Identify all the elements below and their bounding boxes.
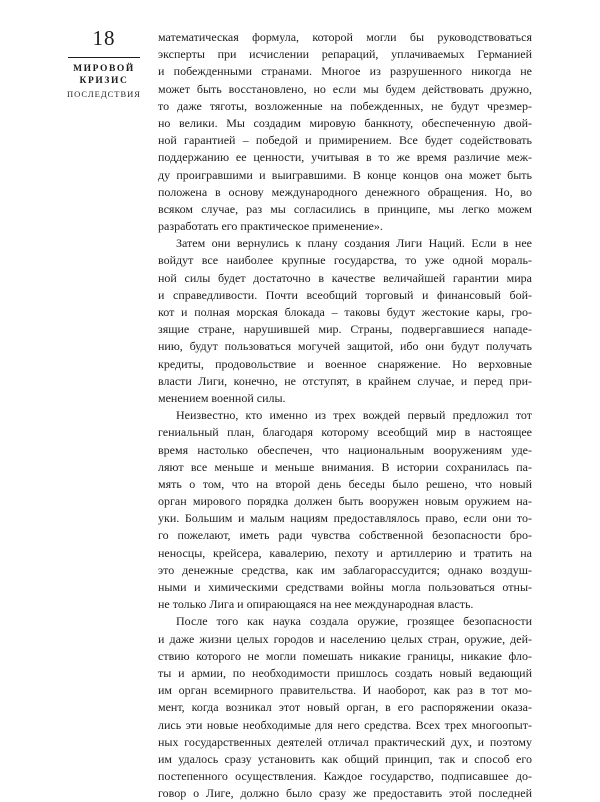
text-line: не только Лига и опирающаяся на нее международная власть. (158, 597, 474, 612)
text-line: кот и полная морская блокада – таковы будут жестокие кары, гро- (158, 305, 532, 319)
text-line: войдут все наиболее крупные государства, то уже одной мораль- (158, 253, 532, 268)
text-line: и побежденными странами. Многое из разрушенного никогда не (158, 64, 532, 79)
text-line: гениальный план, благодаря которому всеобщий мир в настоящее (158, 425, 532, 440)
text-line: Неизвестно, кто именно из трех вождей первый предложил тот (176, 408, 532, 423)
text-line: математическая формула, которой могли бы руководствоваться (158, 30, 532, 44)
text-line: зящие стране, нарушившей мир. Страны, подвергавшиеся нападе- (158, 322, 532, 337)
text-line: но велики. Мы создадим мировую банкноту, обеспеченную двой- (158, 115, 532, 130)
text-line: постепенного осуществления. Каждое государство, подписавшее до- (158, 769, 532, 784)
text-line: лись эти новые необходимые для него средства. Всех трех многоопыт- (158, 717, 532, 732)
text-line: После того как наука создала оружие, грозящее безопасности (176, 614, 532, 629)
text-line: мент, когда возникал этот новый орган, в его распоряжении оказа- (158, 700, 532, 715)
text-line: время настолько обеспечен, что национальным вооружениям уде- (158, 442, 532, 457)
text-line: ду проигравшими и выигравшими. В конце концов она может быть (158, 167, 532, 182)
page-number: 18 (92, 26, 116, 50)
text-line: разработать его практическое применение». (158, 219, 383, 234)
section-title-line-1: МИРОВОЙ (73, 64, 135, 74)
paragraph (158, 613, 532, 802)
header-rule (68, 57, 140, 58)
text-line: положена в основу международного денежного обращения. Но, во (158, 184, 532, 199)
text-line: кредиты, продовольствие и военное снаряжение. Но верховные (158, 356, 532, 371)
text-line: то даже тяготы, возложенные на побежденных, не будут чрезмер- (158, 98, 532, 113)
body-text (158, 29, 532, 802)
text-line: менением военной силы. (158, 390, 286, 405)
text-line: ными и химическими средствами войны могла пользоваться отны- (158, 580, 532, 594)
text-line: говор о Лиге, должно было сразу же предоставить этой последней (158, 786, 532, 801)
text-line: ной силы будет достаточно в качестве величайшей гарантии мира (158, 270, 532, 285)
text-line: эксперты при исчислении репараций, уплачиваемых Германией (158, 47, 532, 62)
text-line: нию, будут пользоваться могучей защитой, ибо они будут получать (158, 339, 532, 354)
text-line: ты и армии, по необходимости пришлось создать новый ведающий (158, 665, 532, 680)
section-title-line-2: КРИЗИС (79, 76, 129, 86)
text-line: ной гарантией – победой и примирением. Все будет содействовать (158, 133, 532, 148)
text-line: и справедливости. Почти всеобщий торговый и финансовый бой- (158, 287, 532, 302)
text-line: всяком случае, раз мы согласились в принципе, мы легко можем (158, 201, 532, 216)
text-line: го пожелают, иметь ради чувства собственной безопасности бро- (158, 528, 532, 543)
text-line: ствию которого не могли помешать никакие границы, никакие фло- (158, 648, 532, 663)
text-line: орган мирового порядка должен быть вооружен новым оружием на- (158, 494, 532, 509)
text-line: это денежные средства, как им заблагорассудится; однако воздуш- (158, 562, 532, 577)
paragraph (158, 407, 532, 613)
text-line: им орган всемирного правительства. И наоборот, как раз в тот мо- (158, 683, 532, 698)
text-line: мять о том, что на второй день беседы было решено, что новый (158, 476, 532, 491)
text-line: и даже жизни целых городов и населению целых стран, оружие, дей- (158, 631, 532, 646)
text-line: уки. Большим и малым нациям предоставлялось право, если они то- (158, 511, 532, 526)
text-line: может быть восстановлено, но если мы будем действовать дружно, (158, 81, 532, 96)
text-line: Затем они вернулись к плану создания Лиги Наций. Если в нее (176, 236, 532, 251)
paragraph (158, 29, 532, 235)
text-line: поддержанию ее ценности, учитывая в то же время различие меж- (158, 150, 532, 165)
text-line: ных государственных деятелей отличал практический дух, и поэтому (158, 734, 532, 749)
paragraph (158, 235, 532, 407)
text-line: неносцы, крейсера, кавалерию, пехоту и артиллерию и тратить на (158, 545, 532, 560)
section-subtitle: ПОСЛЕДСТВИЯ (67, 89, 141, 99)
text-line: ляют все меньше и меньше внимания. В истории сохранилась па- (158, 459, 532, 474)
text-line: власти Лиги, конечно, не отступят, в крайнем случае, и перед при- (158, 373, 532, 388)
text-line: им удалось сразу установить как общий принцип, так и способ его (158, 751, 532, 766)
margin-header (66, 26, 142, 101)
